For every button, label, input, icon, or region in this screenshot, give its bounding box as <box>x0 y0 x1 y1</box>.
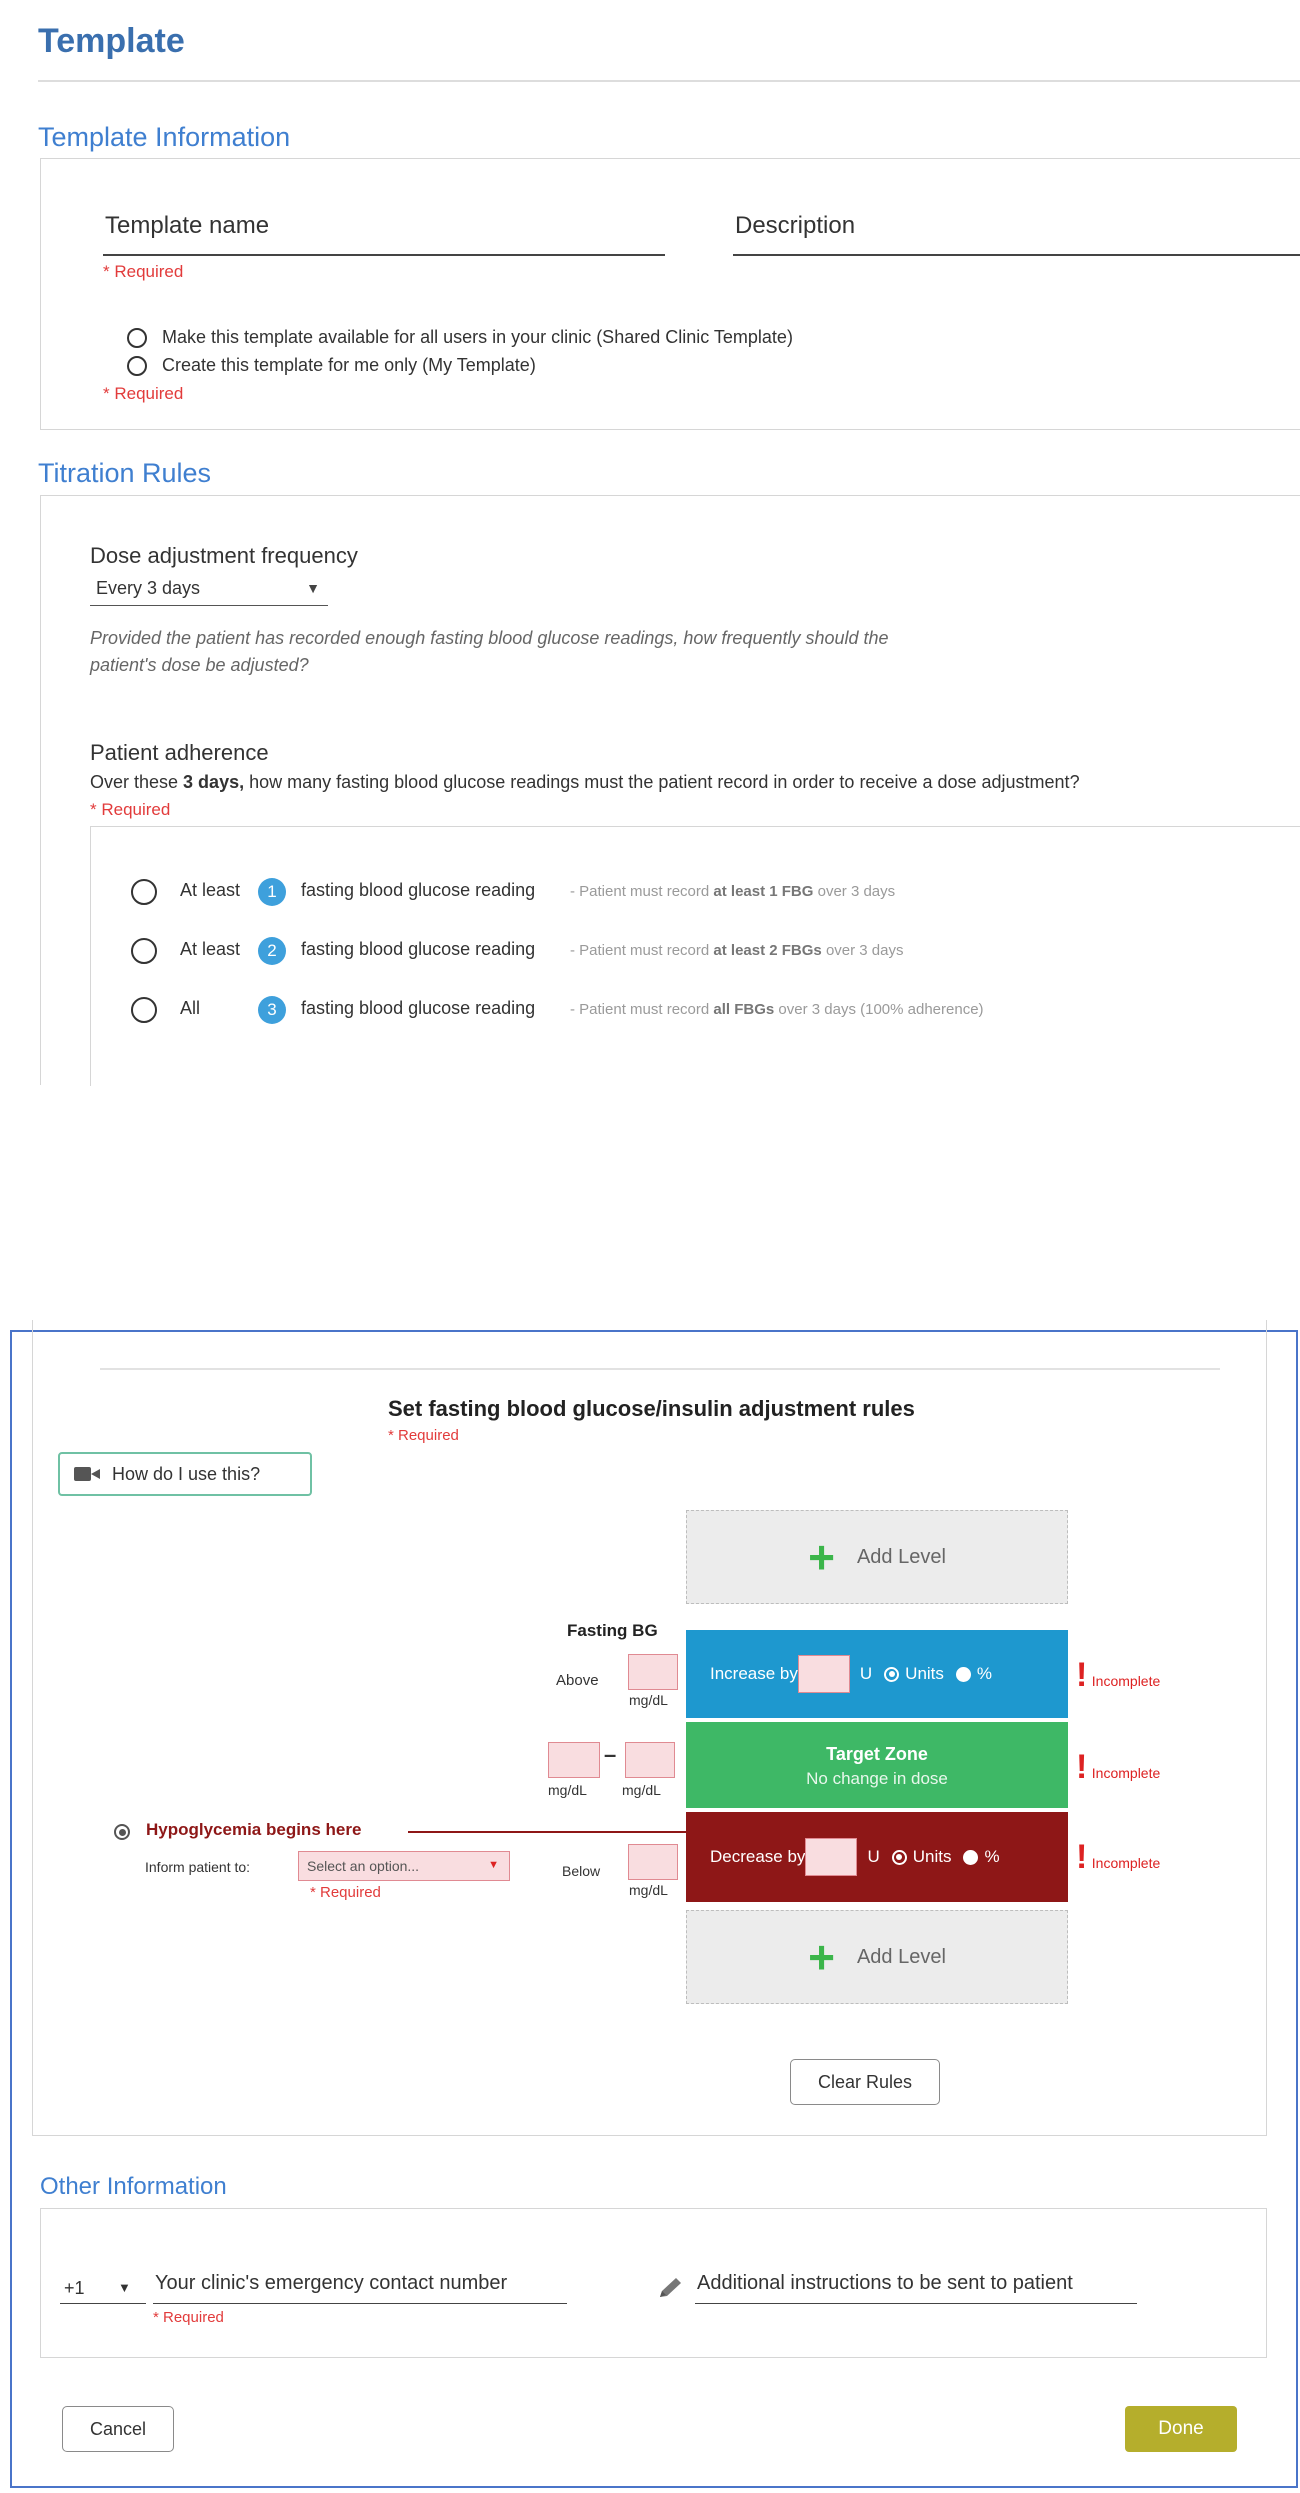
adherence-option-2-radio[interactable] <box>131 938 157 964</box>
adherence-required: * Required <box>90 800 171 819</box>
template-name-field[interactable] <box>103 254 665 256</box>
below-threshold-input[interactable] <box>628 1844 678 1880</box>
increase-u: U <box>859 1664 873 1683</box>
increase-band <box>686 1630 1068 1718</box>
adherence-option-1-radio[interactable] <box>131 879 157 905</box>
add-level-bottom-button[interactable] <box>686 1910 1068 2004</box>
decrease-incomplete: ! Incomplete <box>1076 1838 1161 1876</box>
target-zone-band <box>686 1722 1068 1808</box>
increase-incomplete: ! Incomplete <box>1076 1656 1161 1694</box>
description-label: Description <box>735 212 856 239</box>
shared-template-radio[interactable] <box>127 328 147 348</box>
adherence-option-3-radio[interactable] <box>131 997 157 1023</box>
rules-panel <box>32 1320 1267 2136</box>
target-incomplete: ! Incomplete <box>1076 1748 1161 1786</box>
chevron-down-icon: ▼ <box>306 580 320 596</box>
hypo-line <box>408 1831 686 1833</box>
inform-required: * Required <box>310 1884 381 1901</box>
adherence-option-1-text: fasting blood glucose reading <box>301 880 536 900</box>
title-divider <box>38 80 1300 82</box>
add-level-bottom-label: Add Level <box>856 1945 946 1968</box>
target-high-unit: mg/dL <box>622 1782 661 1798</box>
below-label: Below <box>562 1863 601 1879</box>
emergency-contact-placeholder: Your clinic's emergency contact number <box>155 2272 508 2294</box>
adherence-option-3-text: fasting blood glucose reading <box>301 998 536 1018</box>
above-unit: mg/dL <box>629 1692 668 1708</box>
how-to-label: How do I use this? <box>112 1463 261 1484</box>
warning-icon: ! <box>1076 1656 1088 1694</box>
decrease-percent-option[interactable]: % <box>963 1847 999 1867</box>
instructions-input[interactable] <box>695 2262 1137 2304</box>
my-template-radio[interactable] <box>127 356 147 376</box>
range-dash: – <box>604 1742 617 1767</box>
adherence-option-1-note: - Patient must record at least 1 FBG over 3 days <box>570 883 896 900</box>
adherence-option-1-prefix: At least <box>180 880 241 900</box>
hypo-label: Hypoglycemia begins here <box>146 1820 362 1839</box>
increase-label: Increase by <box>710 1664 798 1683</box>
clear-rules-button[interactable]: Clear Rules <box>790 2059 940 2105</box>
adherence-option-2-text: fasting blood glucose reading <box>301 939 536 959</box>
target-high-input[interactable] <box>625 1742 675 1778</box>
shared-template-label: Make this template available for all users in your clinic (Shared Clinic Template) <box>162 327 793 347</box>
other-info-heading: Other Information <box>40 2173 227 2200</box>
add-level-top-label: Add Level <box>856 1545 946 1568</box>
my-template-label: Create this template for me only (My Template) <box>162 355 536 375</box>
adherence-option-3-badge: 3 <box>258 996 286 1024</box>
hypo-radio[interactable] <box>114 1824 130 1840</box>
page-title: Template <box>38 22 185 60</box>
decrease-label: Decrease by <box>710 1847 806 1866</box>
emergency-contact-required: * Required <box>153 2309 224 2326</box>
adherence-option-1-badge: 1 <box>258 878 286 906</box>
warning-icon: ! <box>1076 1838 1088 1876</box>
inform-select[interactable] <box>298 1851 510 1881</box>
adherence-option-2-badge: 2 <box>258 937 286 965</box>
video-camera-icon <box>74 1467 100 1481</box>
frequency-value: Every 3 days <box>96 578 201 598</box>
decrease-units-option[interactable]: Units <box>892 1847 952 1867</box>
template-info-heading: Template Information <box>38 122 291 152</box>
decrease-amount-input[interactable] <box>805 1838 857 1876</box>
target-low-input[interactable] <box>548 1742 600 1778</box>
radio-selected-icon <box>892 1850 907 1865</box>
emergency-contact-input[interactable] <box>153 2262 567 2304</box>
adherence-option-2-prefix: At least <box>180 939 241 959</box>
country-code-value: +1 <box>64 2278 85 2298</box>
increase-percent-option[interactable]: % <box>956 1664 992 1684</box>
above-label: Above <box>556 1672 599 1689</box>
target-low-unit: mg/dL <box>548 1782 587 1798</box>
adherence-option-2-note: - Patient must record at least 2 FBGs over 3 days <box>570 942 904 959</box>
template-name-required: * Required <box>103 262 184 281</box>
frequency-help-2: patient's dose be adjusted? <box>90 655 309 675</box>
chevron-down-icon: ▼ <box>488 1859 499 1871</box>
increase-amount-input[interactable] <box>798 1655 850 1693</box>
template-scope-required: * Required <box>103 384 184 403</box>
target-zone-title: Target Zone <box>826 1744 928 1764</box>
adherence-label: Patient adherence <box>90 740 269 765</box>
plus-icon: + <box>808 1931 835 1983</box>
below-unit: mg/dL <box>629 1882 668 1898</box>
decrease-u: U <box>867 1847 880 1866</box>
chevron-down-icon: ▼ <box>118 2280 131 2295</box>
radio-icon <box>956 1667 971 1682</box>
frequency-help-1: Provided the patient has recorded enough fasting blood glucose readings, how frequently should the <box>90 628 889 648</box>
country-code-select[interactable] <box>60 2270 146 2304</box>
above-threshold-input[interactable] <box>628 1654 678 1690</box>
target-zone-subtitle: No change in dose <box>806 1769 948 1788</box>
titration-heading: Titration Rules <box>38 458 212 488</box>
description-field[interactable] <box>733 254 1300 256</box>
inform-placeholder: Select an option... <box>307 1858 420 1874</box>
instructions-placeholder: Additional instructions to be sent to patient <box>697 2272 1073 2294</box>
adherence-option-3-prefix: All <box>180 998 201 1018</box>
fasting-bg-header: Fasting BG <box>567 1621 658 1640</box>
template-name-label: Template name <box>105 212 270 239</box>
cancel-button[interactable]: Cancel <box>62 2406 174 2452</box>
adherence-question: Over these 3 days, how many fasting blood glucose readings must the patient record in order to receive a dose adjustment? <box>90 772 1080 792</box>
done-button[interactable]: Done <box>1125 2406 1237 2452</box>
how-to-button[interactable] <box>58 1452 312 1496</box>
adherence-option-3-note: - Patient must record all FBGs over 3 days (100% adherence) <box>570 1001 984 1018</box>
radio-icon <box>963 1850 978 1865</box>
template-info-panel <box>40 158 1300 430</box>
inform-label: Inform patient to: <box>145 1859 251 1875</box>
warning-icon: ! <box>1076 1748 1088 1786</box>
plus-icon: + <box>808 1531 835 1583</box>
add-level-top-button[interactable] <box>686 1510 1068 1604</box>
rules-required: * Required <box>388 1427 459 1444</box>
decrease-band <box>686 1812 1068 1902</box>
frequency-select[interactable] <box>90 574 328 606</box>
pencil-icon <box>656 2275 686 2301</box>
radio-selected-icon <box>884 1667 899 1682</box>
increase-units-option[interactable]: Units <box>884 1664 944 1684</box>
frequency-label: Dose adjustment frequency <box>90 543 358 568</box>
rules-title: Set fasting blood glucose/insulin adjustment rules <box>388 1396 915 1421</box>
